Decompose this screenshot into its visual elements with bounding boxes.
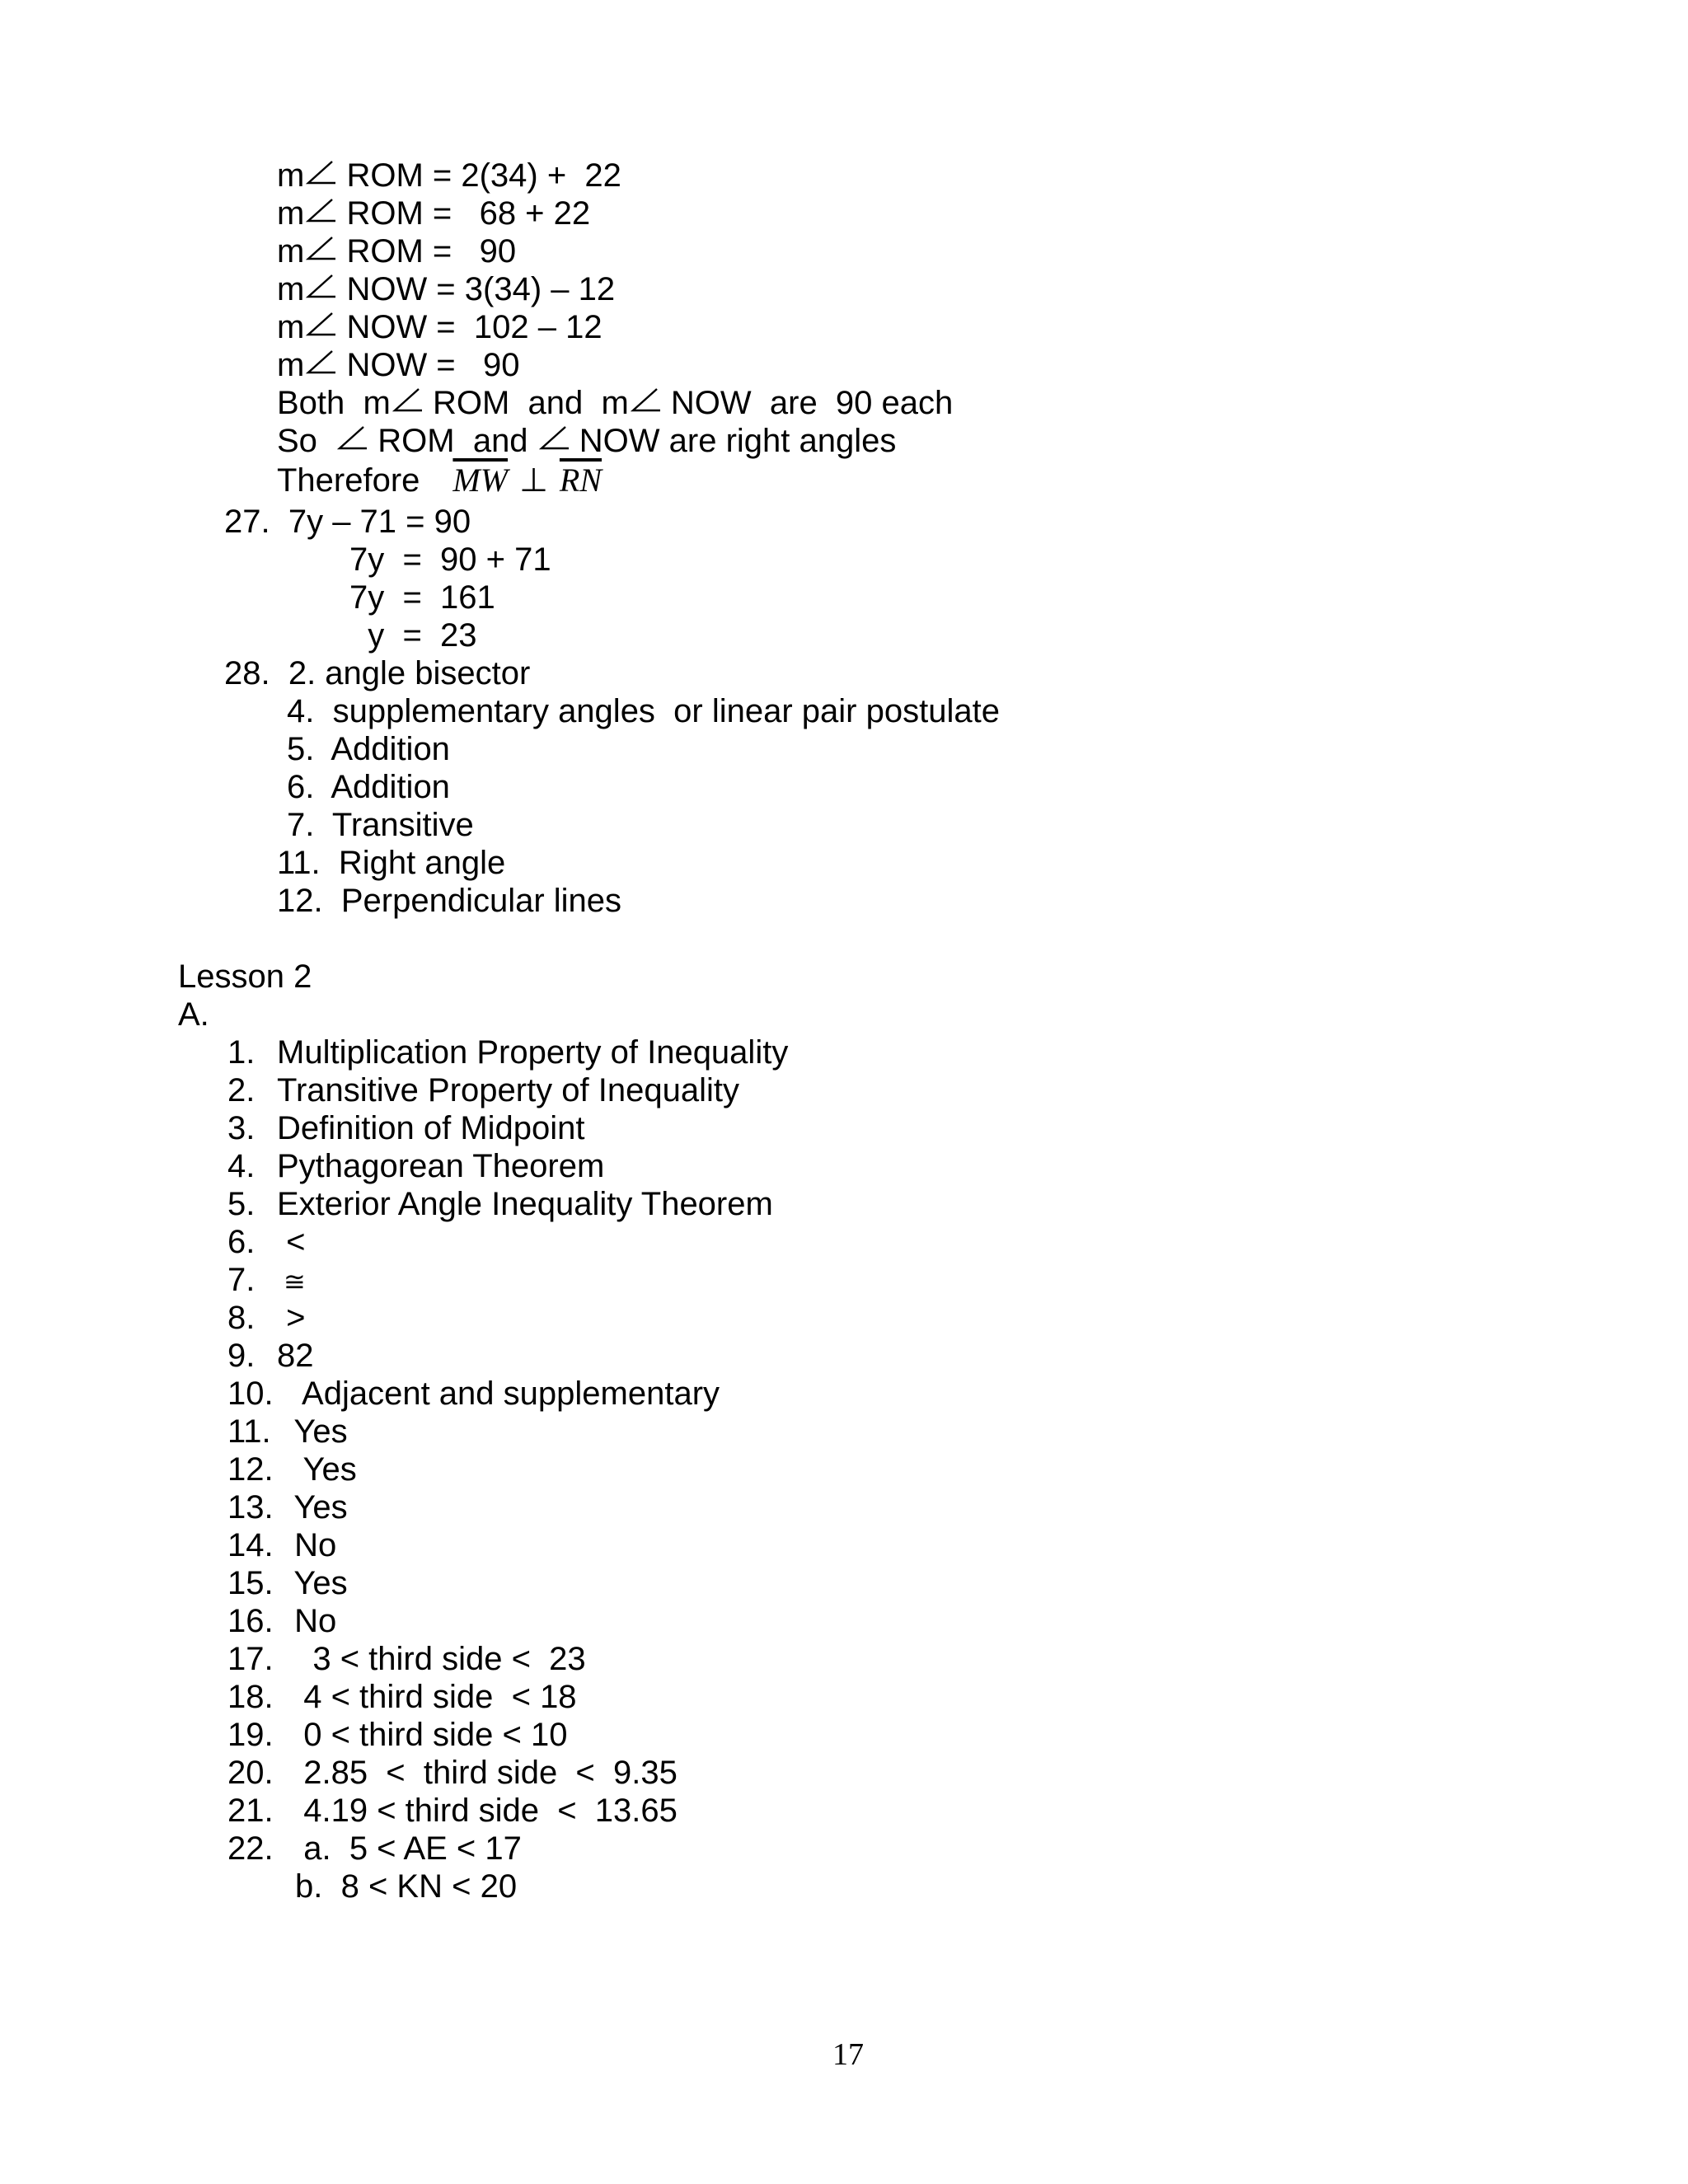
lesson-title: Lesson 2 bbox=[178, 958, 312, 995]
angle-symbol-icon bbox=[335, 427, 368, 452]
answer-item bbox=[227, 1147, 604, 1185]
answer-text: No bbox=[285, 1527, 337, 1563]
answer-item bbox=[227, 1716, 567, 1754]
angle-line bbox=[277, 157, 621, 194]
angle-line bbox=[277, 346, 520, 384]
answer-number: 15. bbox=[227, 1565, 274, 1601]
answer-item bbox=[227, 1602, 336, 1640]
angle-symbol-icon bbox=[304, 275, 337, 300]
answer-item bbox=[227, 1754, 678, 1792]
answer-item bbox=[227, 1830, 522, 1868]
answer-number: 16. bbox=[227, 1603, 274, 1639]
answer-number: 8. bbox=[227, 1300, 256, 1336]
therefore-label: Therefore bbox=[277, 462, 420, 499]
angle-line-text: NOW = 102 – 12 bbox=[337, 309, 603, 345]
answer-number: 21. bbox=[227, 1793, 274, 1829]
angle-line-prefix: m bbox=[277, 347, 305, 383]
answer-text: Exterior Angle Inequality Theorem bbox=[277, 1186, 773, 1222]
angle-symbol-icon bbox=[304, 199, 337, 224]
q28-item: 4. supplementary angles or linear pair postulate bbox=[287, 693, 1000, 729]
answer-text: 0 < third side < 10 bbox=[285, 1717, 568, 1753]
angle-line bbox=[277, 232, 516, 270]
answer-number: 22. bbox=[227, 1830, 274, 1867]
answer-subitem: b. 8 < KN < 20 bbox=[295, 1868, 518, 1905]
q27-step: 7y = 90 + 71 bbox=[349, 541, 551, 578]
answer-number: 11. bbox=[227, 1413, 271, 1450]
angle-line-prefix: m bbox=[277, 157, 305, 194]
answer-item bbox=[227, 1261, 306, 1301]
so-line bbox=[277, 422, 896, 460]
answer-text: Multiplication Property of Inequality bbox=[277, 1034, 789, 1071]
answer-item bbox=[227, 1413, 348, 1451]
q27-step: y = 23 bbox=[349, 617, 477, 654]
angle-line-text: NOW = 3(34) – 12 bbox=[337, 271, 616, 307]
answer-item bbox=[227, 1526, 336, 1564]
so-line-part: So bbox=[277, 423, 336, 459]
answer-text: Yes bbox=[285, 1489, 348, 1526]
angle-symbol-icon bbox=[391, 389, 424, 414]
angle-line-prefix: m bbox=[277, 233, 305, 269]
answer-item bbox=[227, 1678, 577, 1716]
q27-step: 7y = 161 bbox=[349, 579, 495, 616]
answer-item bbox=[227, 1564, 348, 1602]
answer-item bbox=[227, 1185, 773, 1223]
answer-number: 6. bbox=[227, 1224, 256, 1260]
q28-heading: 28. 2. angle bisector bbox=[224, 655, 531, 691]
q28-item: 5. Addition bbox=[287, 731, 450, 767]
so-line-part: ROM and bbox=[368, 423, 537, 459]
answer-text: Definition of Midpoint bbox=[277, 1110, 585, 1146]
answer-item bbox=[227, 1640, 586, 1678]
angle-line-prefix: m bbox=[277, 195, 305, 232]
angle-symbol-icon bbox=[537, 427, 570, 452]
angle-line-text: ROM = 90 bbox=[337, 233, 517, 269]
angle-line-text: NOW = 90 bbox=[337, 347, 520, 383]
congruent-symbol: ≅ bbox=[277, 1267, 306, 1296]
answer-item bbox=[227, 1488, 348, 1526]
answer-number: 10. bbox=[227, 1376, 274, 1412]
answer-item bbox=[227, 1375, 720, 1413]
answer-item bbox=[227, 1299, 305, 1337]
both-line bbox=[277, 384, 953, 422]
answer-text: 4.19 < third side < 13.65 bbox=[285, 1793, 678, 1829]
answer-number: 17. bbox=[227, 1641, 274, 1677]
answer-number: 9. bbox=[227, 1338, 256, 1374]
answer-text: Yes bbox=[285, 1565, 348, 1601]
answer-text: 2.85 < third side < 9.35 bbox=[285, 1755, 678, 1791]
therefore-line bbox=[277, 462, 602, 499]
answer-number: 2. bbox=[227, 1072, 256, 1108]
answer-number: 19. bbox=[227, 1717, 274, 1753]
answer-text: Adjacent and supplementary bbox=[285, 1376, 720, 1412]
answer-number: 4. bbox=[227, 1148, 256, 1184]
so-line-part: NOW are right angles bbox=[570, 423, 897, 459]
answer-item bbox=[227, 1337, 314, 1375]
answer-number: 1. bbox=[227, 1034, 256, 1071]
answer-number: 12. bbox=[227, 1451, 274, 1488]
both-line-part: NOW are 90 each bbox=[661, 385, 954, 421]
perpendicular-icon: ⊥ bbox=[519, 462, 548, 499]
angle-line bbox=[277, 270, 615, 308]
answer-number: 13. bbox=[227, 1489, 274, 1526]
segment-rn: $\overline{RN}$ bbox=[559, 462, 603, 499]
q28-item: 12. Perpendicular lines bbox=[277, 883, 622, 919]
q28-item: 6. Addition bbox=[287, 769, 450, 805]
answer-text: Yes bbox=[285, 1451, 357, 1488]
answer-text: 82 bbox=[277, 1338, 314, 1374]
angle-symbol-icon bbox=[304, 313, 337, 338]
answer-number: 20. bbox=[227, 1755, 274, 1791]
answer-text: > bbox=[277, 1300, 306, 1336]
angle-line-text: ROM = 2(34) + 22 bbox=[337, 157, 621, 194]
angle-symbol-icon bbox=[629, 389, 662, 414]
angle-line bbox=[277, 308, 603, 346]
angle-symbol-icon bbox=[304, 351, 337, 376]
answer-item bbox=[227, 1223, 305, 1261]
answer-number: 7. bbox=[227, 1262, 256, 1298]
answer-item bbox=[227, 1792, 678, 1830]
q28-item: 7. Transitive bbox=[287, 807, 474, 843]
answer-number: 14. bbox=[227, 1527, 274, 1563]
both-line-part: ROM and m bbox=[423, 385, 629, 421]
answer-number: 18. bbox=[227, 1679, 274, 1715]
answer-text: Yes bbox=[285, 1413, 348, 1450]
answer-item bbox=[227, 1109, 585, 1147]
answer-text: < bbox=[277, 1224, 306, 1260]
page-number: 17 bbox=[832, 2037, 864, 2072]
q27-heading: 27. 7y – 71 = 90 bbox=[224, 504, 471, 540]
answer-item bbox=[227, 1071, 739, 1109]
angle-line bbox=[277, 194, 590, 232]
section-label: A. bbox=[178, 996, 209, 1033]
answer-text: 3 < third side < 23 bbox=[285, 1641, 586, 1677]
q28-item: 11. Right angle bbox=[277, 845, 506, 881]
answer-number: 5. bbox=[227, 1186, 256, 1222]
answer-item bbox=[227, 1451, 357, 1488]
answer-text: Pythagorean Theorem bbox=[277, 1148, 605, 1184]
angle-line-prefix: m bbox=[277, 271, 305, 307]
angle-symbol-icon bbox=[304, 162, 337, 186]
both-line-part: Both m bbox=[277, 385, 391, 421]
answer-item bbox=[227, 1033, 788, 1071]
answer-text: No bbox=[285, 1603, 337, 1639]
angle-line-prefix: m bbox=[277, 309, 305, 345]
segment-mw: $\overline{MW}$ bbox=[452, 462, 509, 499]
answer-text: a. 5 < AE < 17 bbox=[285, 1830, 522, 1867]
answer-text: Transitive Property of Inequality bbox=[277, 1072, 739, 1108]
answer-text: 4 < third side < 18 bbox=[285, 1679, 577, 1715]
angle-symbol-icon bbox=[304, 237, 337, 262]
angle-line-text: ROM = 68 + 22 bbox=[337, 195, 591, 232]
answer-number: 3. bbox=[227, 1110, 256, 1146]
